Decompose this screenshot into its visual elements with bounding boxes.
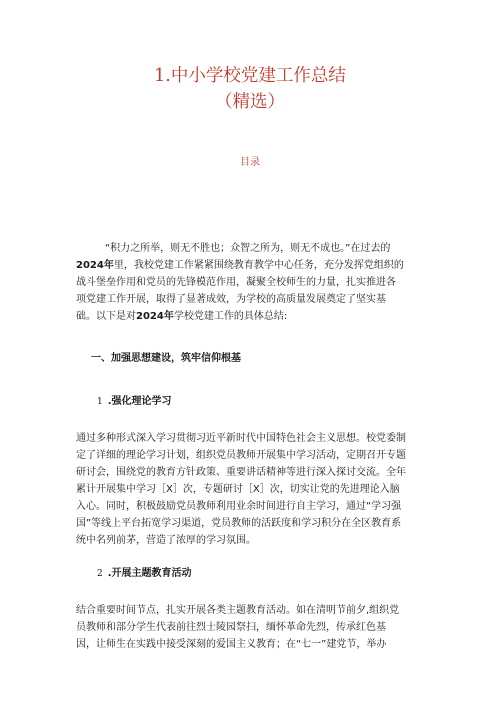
document-title: 1.中小学校党建工作总结 <box>154 66 346 86</box>
subsection-number: 2 <box>97 569 103 579</box>
table-of-contents-link[interactable]: 目录 <box>240 157 260 168</box>
text-line: 统中名列前茅，营造了浓厚的学习氛围。 <box>76 535 256 546</box>
text-line: 入心。同时，积极鼓励党员教师利用业余时间进行自主学习，通过“学习强 <box>76 501 402 512</box>
text-line <box>76 257 432 274</box>
text-line <box>76 291 432 308</box>
intro-paragraph <box>76 240 432 325</box>
text-line: 研讨会，围绕党的教育方针政策、重要讲话精神等进行深入探讨交流。全年 <box>76 467 406 478</box>
text-line: 累计开展集中学习［X］次，专题研讨［X］次，切实让党的先进理论入脑 <box>76 484 400 495</box>
subsection-1-paragraph <box>76 430 432 549</box>
text-line <box>76 308 432 325</box>
text-run: 学校党建工作的具体总结: <box>173 311 288 322</box>
text-run: 础。以下是对 <box>76 311 136 322</box>
bold-text: 2024年 <box>76 260 114 271</box>
section-heading-1: 一、加强思想建设，筑牢信仰根基 <box>91 353 241 364</box>
subsection-label: .强化理论学习 <box>107 396 172 407</box>
subsection-heading-2 <box>97 564 192 579</box>
text-line: 员教师和部分学生代表前往烈士陵园祭扫，缅怀革命先烈，传承红色基 <box>76 622 386 633</box>
text-line <box>76 240 432 257</box>
text-line: 通过多种形式深入学习贯彻习近平新时代中国特色社会主义思想。校党委制 <box>76 433 406 444</box>
document-subtitle: （精选） <box>215 92 285 112</box>
subsection-number: 1 <box>97 397 103 407</box>
text-line <box>76 274 432 291</box>
subsection-2-paragraph <box>76 602 432 653</box>
subsection-heading-1 <box>97 392 172 407</box>
text-line: 定了详细的理论学习计划，组织党员教师开展集中学习活动，定期召开专题 <box>76 450 406 461</box>
subsection-label: .开展主题教育活动 <box>107 568 192 579</box>
text-run: 里，我校党建工作紧紧围绕教育教学中心任务，充分发挥党组织的 <box>113 260 404 271</box>
text-run: 项党建工作开展，取得了显著成效，为学校的高质量发展奠定了坚实基 <box>76 294 386 305</box>
text-line: 结合重要时间节点，扎实开展各类主题教育活动。如在清明节前夕,组织党 <box>76 605 400 616</box>
text-line: 因，让师生在实践中接受深刻的爱国主义教育；在“七一”建党节，举办 <box>76 639 387 650</box>
bold-text: 2024年 <box>136 311 174 322</box>
text-run: “积力之所举，则无不胜也；众智之所为，则无不成也。”在过去的 <box>105 243 391 254</box>
text-run: 战斗堡垒作用和党员的先锋模范作用，凝聚全校师生的力量，扎实推进各 <box>76 277 396 288</box>
text-line: 国”等线上平台拓宽学习渠道，党员教师的活跃度和学习积分在全区教育系 <box>76 518 402 529</box>
